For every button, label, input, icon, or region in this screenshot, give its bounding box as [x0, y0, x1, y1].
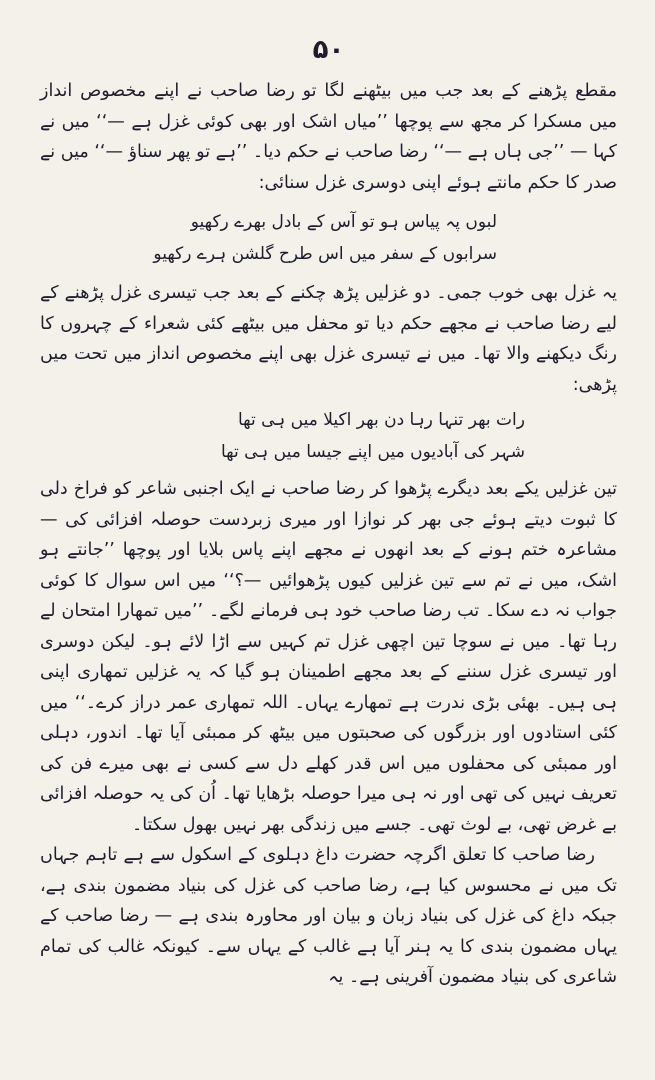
paragraph-1: مقطع پڑھنے کے بعد جب میں بیٹھنے لگا تو رضا صاحب نے اپنے مخصوص انداز میں مسکرا کر مجھ سے پوچھا ’’میاں اشک اور بھی کوئی غزل ہے —‘‘ میں نے کہا — ’’جی ہاں ہے —‘‘ رضا صاحب نے حکم دیا۔ ’’ہے تو پھر سناؤ —‘‘ میں نے صدر کا حکم مانتے ہوئے اپنی دوسری غزل سنائی: [40, 81, 617, 193]
page-number: ۵۰ [312, 35, 345, 65]
paragraph-2: یہ غزل بھی خوب جمی۔ دو غزلیں پڑھ چکنے کے بعد جب تیسری غزل پڑھنے کے لیے رضا صاحب نے مجھے حکم دیا تو محفل میں بیٹھے کئی شعراء کے چہروں کا رنگ دیکھنے والا تھا۔ میں نے تیسری غزل بھی اپنے مخصوص انداز میں تحت میں پڑھی: [40, 283, 617, 395]
verse-line: رات بھر تنہا رہا دن بھر اکیلا میں ہی تھا [237, 410, 525, 430]
paragraph-3: تین غزلیں یکے بعد دیگرے پڑھوا کر رضا صاحب نے ایک اجنبی شاعر کو فراخ دلی کا ثبوت دیتے ہوئے جی بھر کر نوازا اور میری زبردست حوصلہ افزائی کی — مشاعرہ ختم ہونے کے بعد انھوں نے مجھے اپنے پاس بلایا اور پوچھا ’’جانتے ہو اشک، میں نے تم سے تین غزلیں کیوں پڑھوائیں —؟‘‘ میں اس سوال کا کوئی جواب نہ دے سکا۔ تب رضا صاحب خود ہی فرمانے لگے۔ ’’میں تمھارا امتحان لے رہا تھا۔ میں نے سوچا تین اچھی غزل تم کہیں سے اڑا لائے ہو۔ لیکن دوسری اور تیسری غزل سننے کے بعد مجھے اطمینان ہو گیا کہ یہ غزلیں تمھاری اپنی ہی ہیں۔ بھئی بڑی ندرت ہے تمھارے یہاں۔ اللہ تمھاری عمر دراز کرے۔‘‘ میں کئی استادوں اور بزرگوں کی صحبتوں میں بیٹھ کر ممبئی آیا تھا۔ اندور، دہلی اور ممبئی کی محفلوں میں اس قدر کھلے دل سے کسی نے بھی میرے فن کی تعریف نہیں کی تھی اور نہ ہی میرا حوصلہ بڑھایا تھا۔ اُن کی یہ حوصلہ افزائی بے غرض تھی، بے لوث تھی۔ جسے میں زندگی بھر نہیں بھول سکتا۔ [40, 479, 617, 835]
verse-line: لبوں پہ پیاس ہو تو آس کے بادل بھرے رکھیو [190, 212, 497, 232]
verse-line: شہر کی آبادیوں میں اپنے جیسا میں ہی تھا [220, 442, 525, 462]
paragraph-4: رضا صاحب کا تعلق اگرچہ حضرت داغ دہلوی کے اسکول سے ہے تاہم جہاں تک میں نے محسوس کیا ہے، رضا صاحب کی غزل کی بنیاد مضمون بندی ہے، جبکہ داغ کی غزل کی بنیاد زبان و بیان اور محاورہ بندی ہے — رضا صاحب کے یہاں مضمون بندی کا یہ ہنر آیا ہے غالب کے یہاں سے۔ کیونکہ غالب کی تمام شاعری کی بنیاد مضمون آفرینی ہے۔ یہ [40, 845, 617, 987]
verse-couplet-2 [40, 404, 617, 468]
verse-line: سرابوں کے سفر میں اس طرح گلشن ہرے رکھیو [153, 244, 497, 264]
verse-couplet-1 [40, 206, 617, 270]
